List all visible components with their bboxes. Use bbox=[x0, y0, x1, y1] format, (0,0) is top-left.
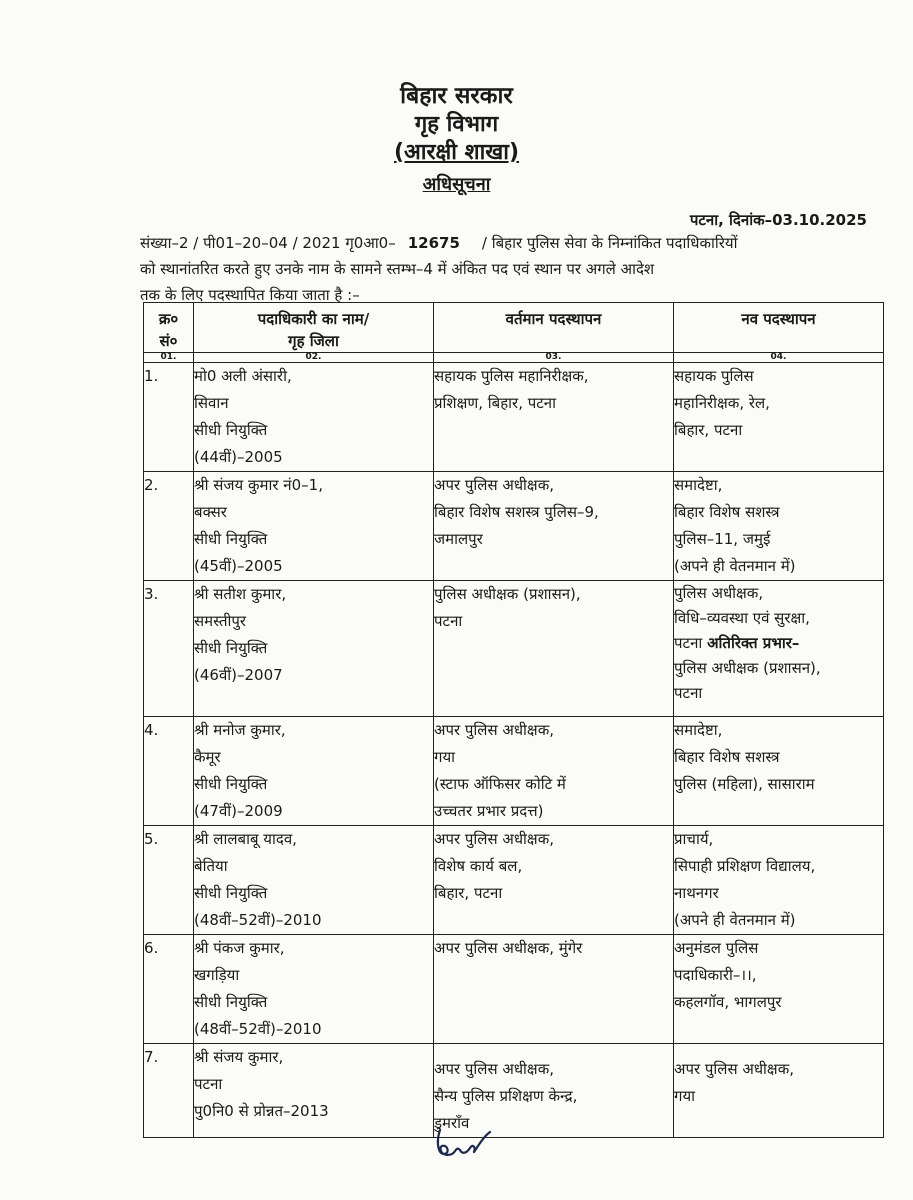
row-current-posting: अपर पुलिस अधीक्षक, गया (स्टाफ ऑफिसर कोटि में उच्चतर प्रभार प्रदत्त) bbox=[434, 717, 674, 826]
row-name: मो0 अली अंसारी, सिवान सीधी नियुक्ति (44वीं)–2005 bbox=[194, 363, 434, 472]
table-row bbox=[144, 717, 884, 826]
posting-table bbox=[143, 302, 884, 1138]
table-row bbox=[144, 935, 884, 1044]
row-sno: 7. bbox=[144, 1044, 194, 1138]
govt-title: बिहार सरकार bbox=[400, 83, 513, 109]
row-name: श्री मनोज कुमार, कैमूर सीधी नियुक्ति (47वीं)–2009 bbox=[194, 717, 434, 826]
col-number-2: 02. bbox=[194, 353, 434, 363]
intro-line-3: तक के लिए पदस्थापित किया जाता है :– bbox=[140, 286, 360, 304]
row-new-posting: समादेष्टा, बिहार विशेष सशस्त्र पुलिस (महिला), सासाराम bbox=[674, 717, 884, 826]
row-new-posting: अनुमंडल पुलिस पदाधिकारी–।।, कहलगॉव, भागलपुर bbox=[674, 935, 884, 1044]
row-current-posting: अपर पुलिस अधीक्षक, विशेष कार्य बल, बिहार, पटना bbox=[434, 826, 674, 935]
table-row bbox=[144, 1044, 884, 1138]
row-new-posting: अपर पुलिस अधीक्षक, गया bbox=[674, 1044, 884, 1138]
header-name: पदाधिकारी का नाम/ गृह जिला bbox=[194, 303, 434, 353]
row-sno: 6. bbox=[144, 935, 194, 1044]
row-new-posting: प्राचार्य, सिपाही प्रशिक्षण विद्यालय, नाथनगर (अपने ही वेतनमान में) bbox=[674, 826, 884, 935]
row-current-posting: सहायक पुलिस महानिरीक्षक, प्रशिक्षण, बिहार, पटना bbox=[434, 363, 674, 472]
row-sno: 3. bbox=[144, 581, 194, 717]
intro-paragraph bbox=[140, 230, 882, 308]
row-name: श्री लालबाबू यादव, बेतिया सीधी नियुक्ति (48वीं–52वीं)–2010 bbox=[194, 826, 434, 935]
row-new-posting: पुलिस अधीक्षक, विधि–व्यवस्था एवं सुरक्षा, पटना अतिरिक्त प्रभार– पुलिस अधीक्षक (प्रशासन), पटना bbox=[674, 581, 884, 717]
row-name: श्री सतीश कुमार, समस्तीपुर सीधी नियुक्ति (46वीं)–2007 bbox=[194, 581, 434, 717]
table-row bbox=[144, 472, 884, 581]
row-new-posting: सहायक पुलिस महानिरीक्षक, रेल, बिहार, पटना bbox=[674, 363, 884, 472]
reference-number: 12675 bbox=[407, 234, 460, 252]
col-number-3: 03. bbox=[434, 353, 674, 363]
header-sno: क्र० सं० bbox=[144, 303, 194, 353]
header-new-posting: नव पदस्थापन bbox=[674, 303, 884, 353]
row-name: श्री पंकज कुमार, खगड़िया सीधी नियुक्ति (48वीं–52वीं)–2010 bbox=[194, 935, 434, 1044]
date-line: पटना, दिनांक–03.10.2025 bbox=[689, 211, 867, 229]
table-row bbox=[144, 363, 884, 472]
row-sno: 4. bbox=[144, 717, 194, 826]
reference-prefix: संख्या–2 / पी01–20–04 / 2021 गृ0आ0– bbox=[140, 234, 396, 252]
table-row bbox=[144, 826, 884, 935]
col-number-4: 04. bbox=[674, 353, 884, 363]
row-sno: 5. bbox=[144, 826, 194, 935]
col-number-1: 01. bbox=[144, 353, 194, 363]
row-current-posting: अपर पुलिस अधीक्षक, सैन्य पुलिस प्रशिक्षण केन्द्र, डुमराँव bbox=[434, 1044, 674, 1138]
row-name: श्री संजय कुमार, पटना पु0नि0 से प्रोन्नत–2013 bbox=[194, 1044, 434, 1138]
row-sno: 1. bbox=[144, 363, 194, 472]
header-current-posting: वर्तमान पदस्थापन bbox=[434, 303, 674, 353]
intro-line-1: / बिहार पुलिस सेवा के निम्नांकित पदाधिकारियों bbox=[481, 234, 738, 252]
intro-line-2: को स्थानांतरित करते हुए उनके नाम के सामने स्तम्भ–4 में अंकित पद एवं स्थान पर अगले आदेश bbox=[140, 260, 655, 278]
row-sno: 2. bbox=[144, 472, 194, 581]
department-title: गृह विभाग bbox=[414, 112, 499, 137]
row-name: श्री संजय कुमार नं0–1, बक्सर सीधी नियुक्ति (45वीं)–2005 bbox=[194, 472, 434, 581]
row-new-posting: समादेष्टा, बिहार विशेष सशस्त्र पुलिस–11, जमुई (अपने ही वेतनमान में) bbox=[674, 472, 884, 581]
branch-title: (आरक्षी शाखा) bbox=[393, 140, 520, 165]
row-current-posting: अपर पुलिस अधीक्षक, बिहार विशेष सशस्त्र पुलिस–9, जमालपुर bbox=[434, 472, 674, 581]
table-row bbox=[144, 581, 884, 717]
signature-mark bbox=[432, 1124, 492, 1164]
row-current-posting: पुलिस अधीक्षक (प्रशासन), पटना bbox=[434, 581, 674, 717]
additional-charge-label: अतिरिक्त प्रभार– bbox=[707, 634, 800, 652]
doc-type-title: अधिसूचना bbox=[422, 174, 491, 195]
row-current-posting: अपर पुलिस अधीक्षक, मुंगेर bbox=[434, 935, 674, 1044]
